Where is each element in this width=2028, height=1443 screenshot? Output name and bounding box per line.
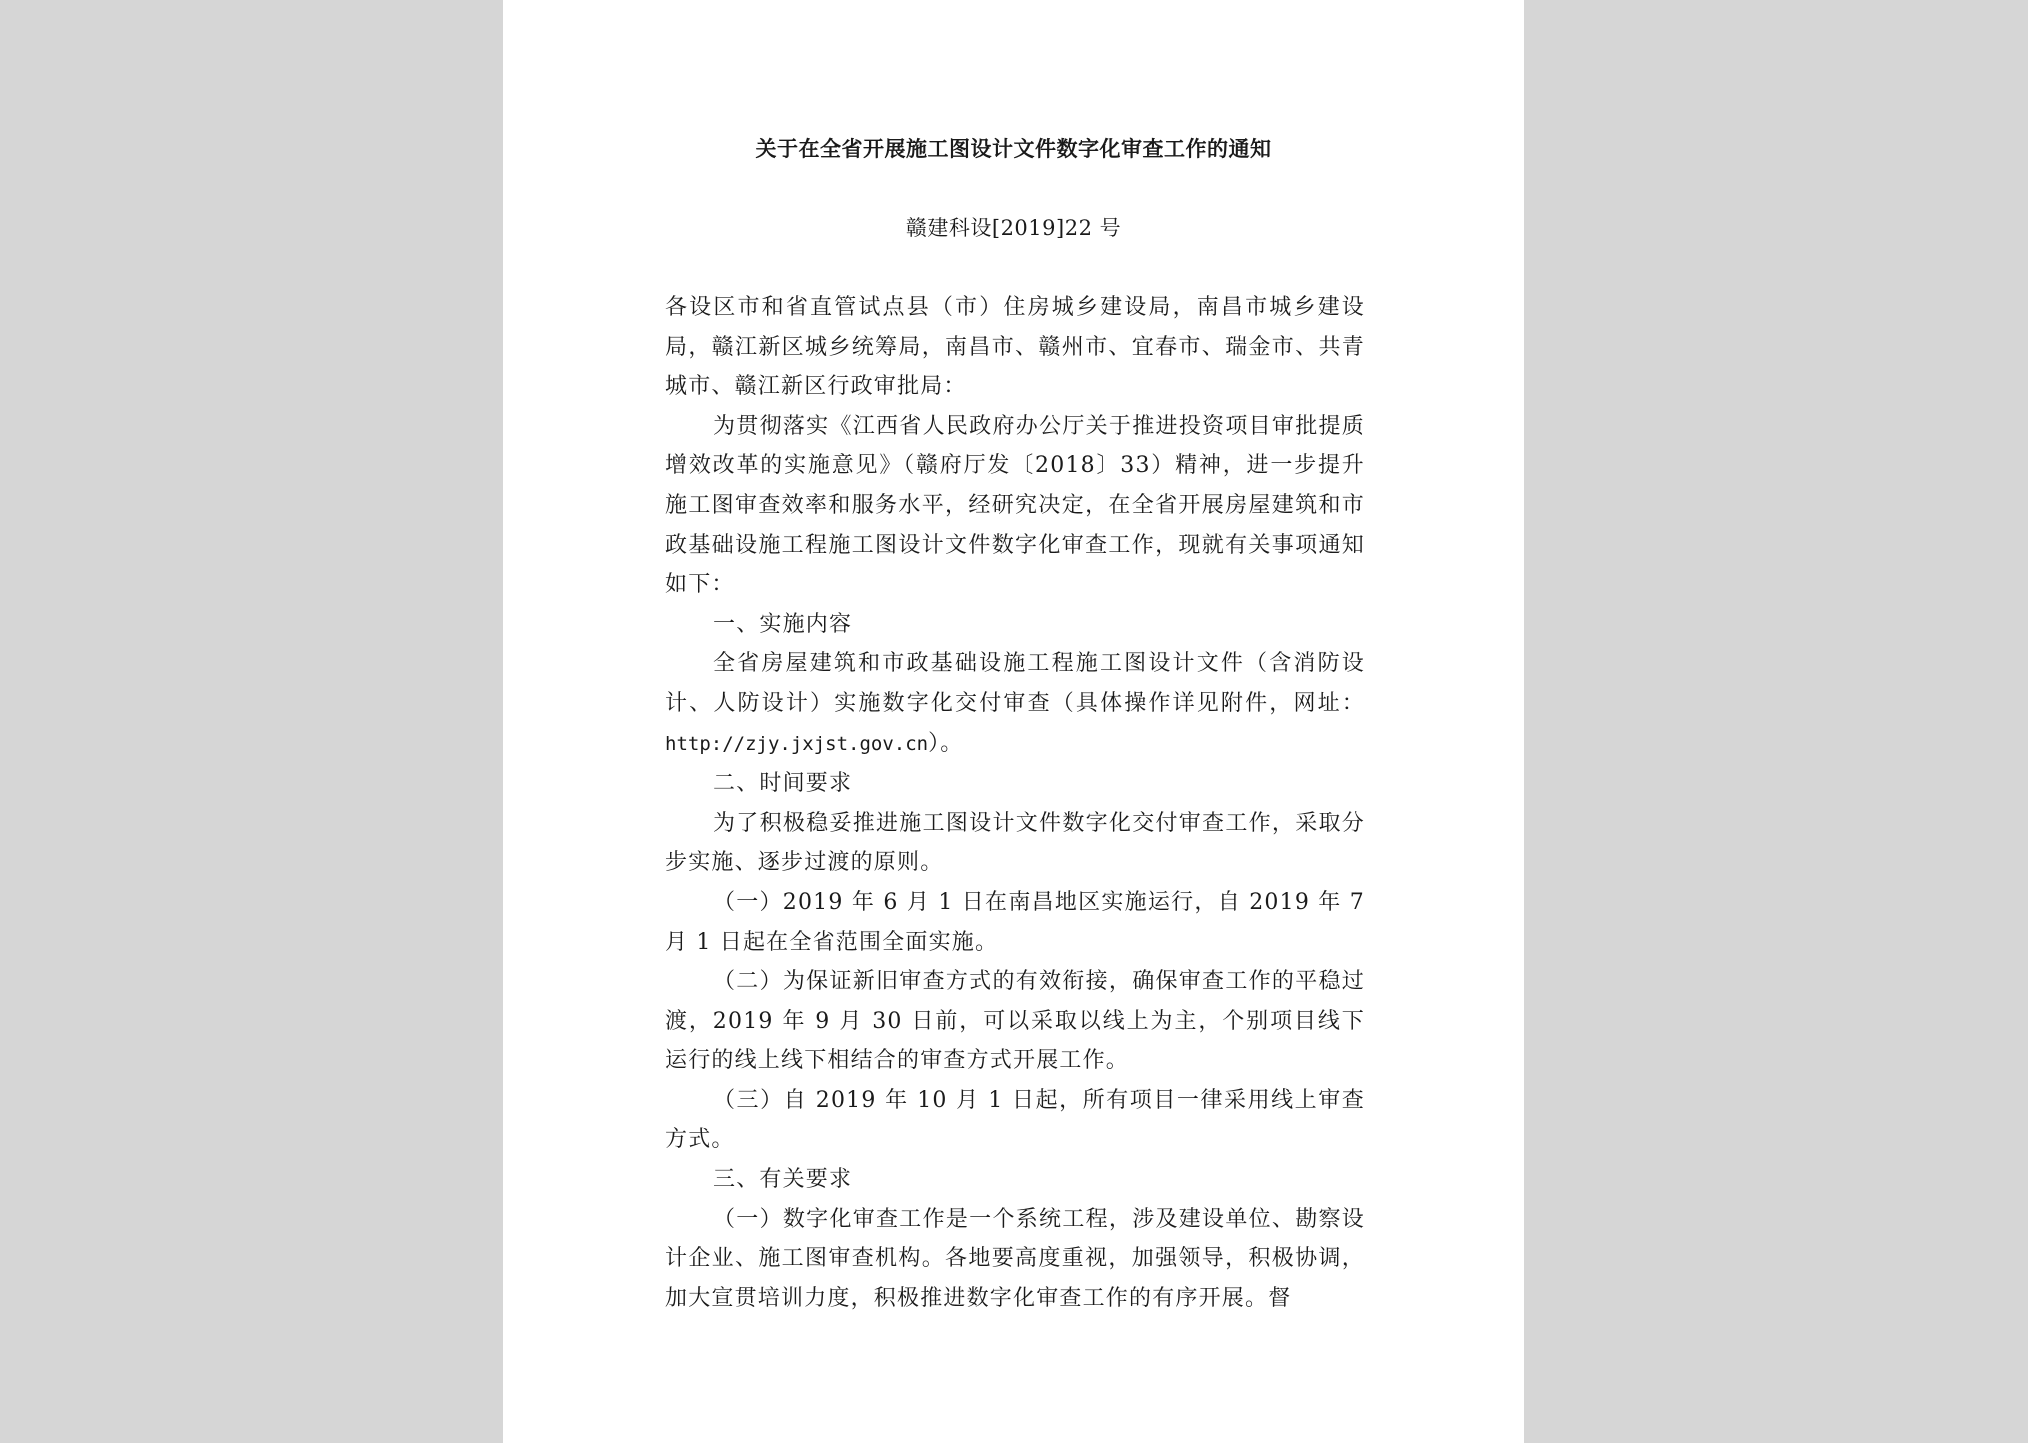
- addressee-paragraph: 各设区市和省直管试点县（市）住房城乡建设局，南昌市城乡建设局，赣江新区城乡统筹局，南昌市、赣州市、宜春市、瑞金市、共青城市、赣江新区行政审批局：: [665, 295, 1365, 400]
- requirements-item-1: （一）数字化审查工作是一个系统工程，涉及建设单位、勘察设计企业、施工图审查机构。各地要高度重视，加强领导，积极协调，加大宣贯培训力度，积极推进数字化审查工作的有序开展。督: [665, 1206, 1365, 1311]
- implementation-text-end: ）。: [928, 730, 964, 756]
- section-heading-requirements: 三、有关要求: [713, 1167, 853, 1193]
- schedule-item-3: （三）自 2019 年 10 月 1 日起，所有项目一律采用线上审查方式。: [665, 1087, 1365, 1153]
- schedule-item-2: （二）为保证新旧审查方式的有效衔接，确保审查工作的平稳过渡，2019 年 9 月 30 日前，可以采取以线上为主，个别项目线下运行的线上线下相结合的审查方式开展工作。: [665, 969, 1365, 1074]
- document-number: 赣建科设[2019]22 号: [905, 216, 1122, 240]
- intro-paragraph: 为贯彻落实《江西省人民政府办公厅关于推进投资项目审批提质增效改革的实施意见》（赣府厅发〔2018〕33）精神，进一步提升施工图审查效率和服务水平，经研究决定，在全省开展房屋建筑和市政基础设施工程施工图设计文件数字化审查工作，现就有关事项通知如下：: [665, 413, 1365, 598]
- document-page: [503, 0, 1524, 1443]
- implementation-text: 全省房屋建筑和市政基础设施工程施工图设计文件（含消防设计、人防设计）实施数字化交付审查（具体操作详见附件，网址：: [665, 651, 1365, 716]
- document-title: 关于在全省开展施工图设计文件数字化审查工作的通知: [755, 136, 1272, 161]
- schedule-paragraph: 为了积极稳妥推进施工图设计文件数字化交付审查工作，采取分步实施、逐步过渡的原则。: [665, 810, 1365, 876]
- implementation-paragraph: [665, 644, 1365, 764]
- schedule-item-1: （一）2019 年 6 月 1 日在南昌地区实施运行，自 2019 年 7 月 1 日起在全省范围全面实施。: [665, 889, 1365, 955]
- website-url: http://zjy.jxjst.gov.cn: [665, 732, 929, 755]
- section-heading-schedule: 二、时间要求: [713, 771, 853, 797]
- section-heading-implementation: 一、实施内容: [713, 611, 853, 637]
- document-body: [665, 288, 1365, 1318]
